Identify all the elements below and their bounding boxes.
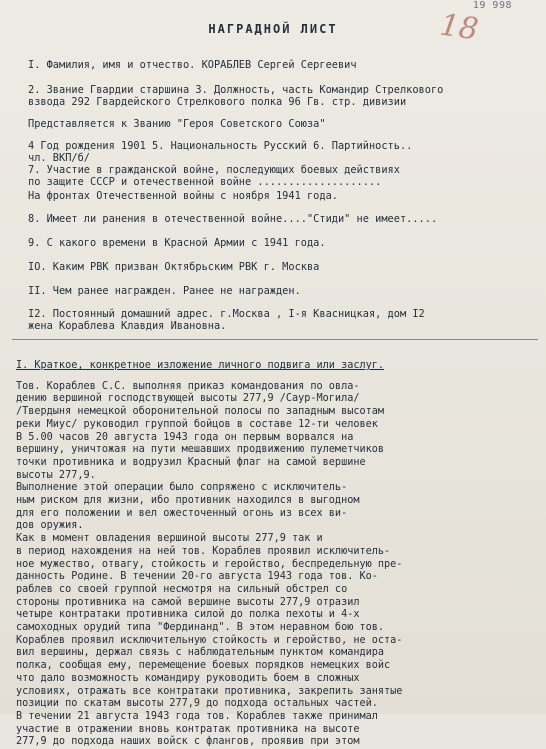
- citation-line: ным риском для жизни, ибо противник находился в выгодном: [16, 495, 360, 507]
- citation-line: в период нахождения на ней тов. Кораблев проявил исключитель-: [16, 545, 391, 557]
- citation-line: 277,9 до подхода наших войск с флангов, проявив при этом: [16, 736, 360, 748]
- field-unit: взвода 292 Гвардейского Стрелкового полка 96 Гв. стр. дивизии: [28, 96, 407, 108]
- citation-line: данность Родине. В течении 20-го августа 1943 года тов. Ко-: [16, 571, 378, 583]
- citation-line: самоходных орудий типа "Фердинанд". В этом неравном бою тов.: [16, 622, 385, 634]
- field-draft-office: IO. Каким РВК призван Октябрьским РВК г. Москва: [28, 261, 320, 273]
- citation-line: ное мужество, отвагу, стойкость и геройство, беспредельную пре-: [16, 558, 403, 570]
- citation-line: вил вершины, держал связь с наблюдательным пунктом командира: [16, 647, 385, 659]
- citation-section: [16, 360, 534, 749]
- citation-line: позиции по скатам высоты 277,9 до подхода остальных частей.: [16, 698, 378, 710]
- citation-line: В 5.00 часов 20 августа 1943 года он первым ворвался на: [16, 431, 354, 443]
- field-previous-awards: II. Чем ранее награжден. Ранее не награжден.: [28, 285, 301, 297]
- citation-line: Выполнение этой операции было сопряжено с исключитель-: [16, 482, 348, 494]
- field-civil-war: 7. Участие в гражданской войне, последующих боевых действиях: [28, 164, 400, 176]
- citation-line: Тов. Кораблев С.С. выполняя приказ командования по овла-: [16, 380, 360, 392]
- citation-line: условиях, отражать все контратаки противника, закрепить занятые: [16, 685, 403, 697]
- field-rank-position: 2. Звание Гвардии старшина 3. Должность, часть Командир Стрелкового: [28, 84, 444, 96]
- citation-line: реки Миус/ руководил группой бойцов в составе 12-ти человек: [16, 418, 378, 430]
- citation-line: четыре контратаки противника силой до полка пехоты и 4-х: [16, 609, 360, 621]
- citation-line: стороны противника на самой вершине высоты 277,9 отразил: [16, 596, 360, 608]
- field-front-service: На фронтах Отечественной войны с ноября 1941 года.: [28, 190, 338, 202]
- field-home-address: I2. Постоянный домашний адрес. г.Москва , I-я Квасницкая, дом I2: [28, 308, 425, 320]
- handwritten-mark: 18: [437, 7, 481, 48]
- field-spouse: жена Кораблева Клавдия Ивановна.: [28, 320, 227, 332]
- citation-line: что дало возможность командиру руководить боем в сложных: [16, 672, 360, 684]
- field-name: I. Фамилия, имя и отчество. КОРАБЛЕВ Сергей Сергеевич: [28, 59, 357, 71]
- citation-line: В течении 21 августа 1943 года тов. Кораблев также принимал: [16, 710, 378, 722]
- citation-line: точки противника и водрузил Красный флаг на самой вершине: [16, 456, 366, 468]
- citation-line: высоты 277,9.: [16, 469, 96, 481]
- citation-line: вершину, уничтожая на пути мешавших продвижению пулеметчиков: [16, 444, 385, 456]
- field-birth-nationality: 4 Год рождения 1901 5. Национальность Русский 6. Партийность..: [28, 140, 413, 152]
- section-divider: [12, 339, 538, 340]
- citation-line: /Твердыня немецкой оборонительной полосы по западным высотам: [16, 406, 385, 418]
- field-wounds: 8. Имеет ли ранения в отечественной войне...."Стиди" не имеет.....: [28, 213, 438, 225]
- citation-heading: I. Краткое, конкретное изложение личного подвига или заслуг.: [16, 360, 385, 371]
- citation-line: полка, сообщая ему, перемещение боевых порядков немецких войс: [16, 660, 391, 672]
- citation-line: дов оружия.: [16, 520, 84, 532]
- citation-line: для его положении и вел ожесточенный огонь из всех ви-: [16, 507, 348, 519]
- citation-line: дению вершиной господствующей высоты 277,9 /Саур-Могила/: [16, 393, 360, 405]
- citation-line: Кораблев проявил исключительную стойкость и геройство, не оста-: [16, 634, 403, 646]
- citation-line: раблев со своей группой несмотря на сильный обстрел со: [16, 583, 348, 595]
- field-defense: по защите СССР и отечественной войне ....................: [28, 176, 382, 188]
- archive-number: 19 998: [472, 0, 512, 11]
- field-party: чл. ВКП/б/: [28, 152, 90, 164]
- citation-line: Как в момент овладения вершиной высоты 277,9 так и: [16, 533, 323, 545]
- field-nomination: Представляется к Званию "Героя Советского Союза": [28, 118, 326, 130]
- citation-line: участие в отражении вновь контратак противника на высоте: [16, 723, 360, 735]
- document-title: НАГРАДНОЙ ЛИСТ: [208, 22, 338, 36]
- field-army-since: 9. С какого времени в Красной Армии с 1941 года.: [28, 237, 326, 249]
